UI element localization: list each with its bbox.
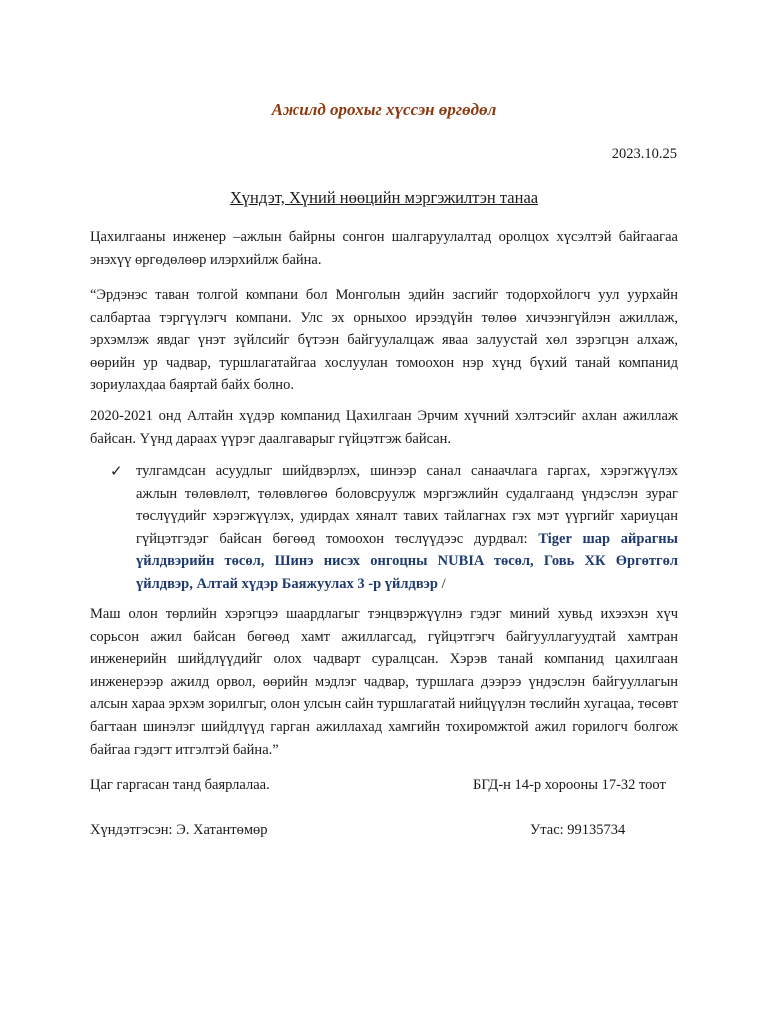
check-mark-icon: ✓ — [110, 462, 123, 480]
experience-paragraph: 2020-2021 онд Алтайн хүдэр компанид Цахилгаан Эрчим хүчний хэлтэсийг ахлан ажиллаж байсан. Үүнд дараах үүрэг даалгаварыг гүйцэтгэж байсан. — [90, 408, 678, 447]
letter-date: 2023.10.25 — [611, 146, 677, 162]
address-line: БГД-н 14-р хорооны 17-32 тоот — [473, 777, 666, 793]
project-list-highlight: Tiger шар айрагны үйлдвэрийн төсөл, Шинэ нисэх онгоцны NUBIA төсөл, Говь ХК Өргөтгөл үйлдвэр, Алтай хүдэр Баяжуулах 3 -р үйлдвэр — [136, 530, 678, 592]
closing-paragraph: Маш олон төрлийн хэрэгцээ шаардлагыг тэнцвэржүүлнэ гэдэг миний хувьд ихээхэн хүч сорьсон ажил байсан бөгөөд хамт ажиллагсад, гүйцэтгэгч байгууллагуудтай хамтран инженерийн шийдлүүдийг олох чадварт суралцсан. Хэрэв танай компанид цахилгаан инженерээр ажилд орвол, өөрийн мэдлэг чадвар, туршлага дээрээ үндэслэн байгууллагын алсын хараа эрхэм зорилгыг, олон улсын сайн туршлагатай нийцүүлэн төслийн хугацаа, төсөвт багтаан шинэлэг шийдлүүд гарган ажиллахад хамгийн тохиромжтой ажил горилогч болгож байгаа гэдэгт итгэлтэй байна.” — [90, 606, 678, 758]
thanks-line: Цаг гаргасан танд баярлалаа. — [90, 777, 270, 793]
intro-paragraph: Цахилгааны инженер –ажлын байрны сонгон шалгаруулалтад оролцох хүсэлтэй байгаагаа энэхүү өргөдөлөөр илэрхийлж байна. — [90, 229, 678, 268]
bullet-tail: / — [438, 575, 446, 592]
bullet-text: тулгамдсан асуудлыг шийдвэрлэх, шинээр санал санаачлага гаргах, хэрэгжүүлэх ажлын төлөвлөлт, төлөвлөгөө боловсруулж мэргэжлийн судалгаанд үндэслэн зураг төслүүдийг хэрэгжүүлэх, удирдах хяналт тавих тайлагнах гэх мэт үүргийг хариуцан гүйцэтгэдэг байсан бөгөөд томоохон төслүүдээс дурдвал: — [136, 463, 678, 547]
phone-line: Утас: 99135734 — [530, 822, 626, 838]
bullet-paragraph — [136, 460, 678, 596]
letter-title: Ажилд орохыг хүссэн өргөдөл — [271, 100, 497, 119]
signature-line: Хүндэтгэсэн: Э. Хатантөмөр — [90, 822, 268, 838]
salutation: Хүндэт, Хүний нөөцийн мэргэжилтэн танаа — [229, 188, 539, 207]
motivation-paragraph: “Эрдэнэс таван толгой компани бол Монголын эдийн засгийг тодорхойлогч уул уурхайн салбартаа тэргүүлэгч компани. Улс эх орныхоо ирээдүйн төлөө хичээнгүйлэн ажиллаж, эрхэмлэж явдаг үнэт зүйлсийг бүтээн байгуулалцаж яваа залуустай хөл зэрэгцэн алхаж, өөрийн ур чадвар, туршлагатайгаа хослуулан томоохон нэр хүнд бүхий танай компанид зориулахдаа баяртай байх болно. — [90, 287, 678, 394]
